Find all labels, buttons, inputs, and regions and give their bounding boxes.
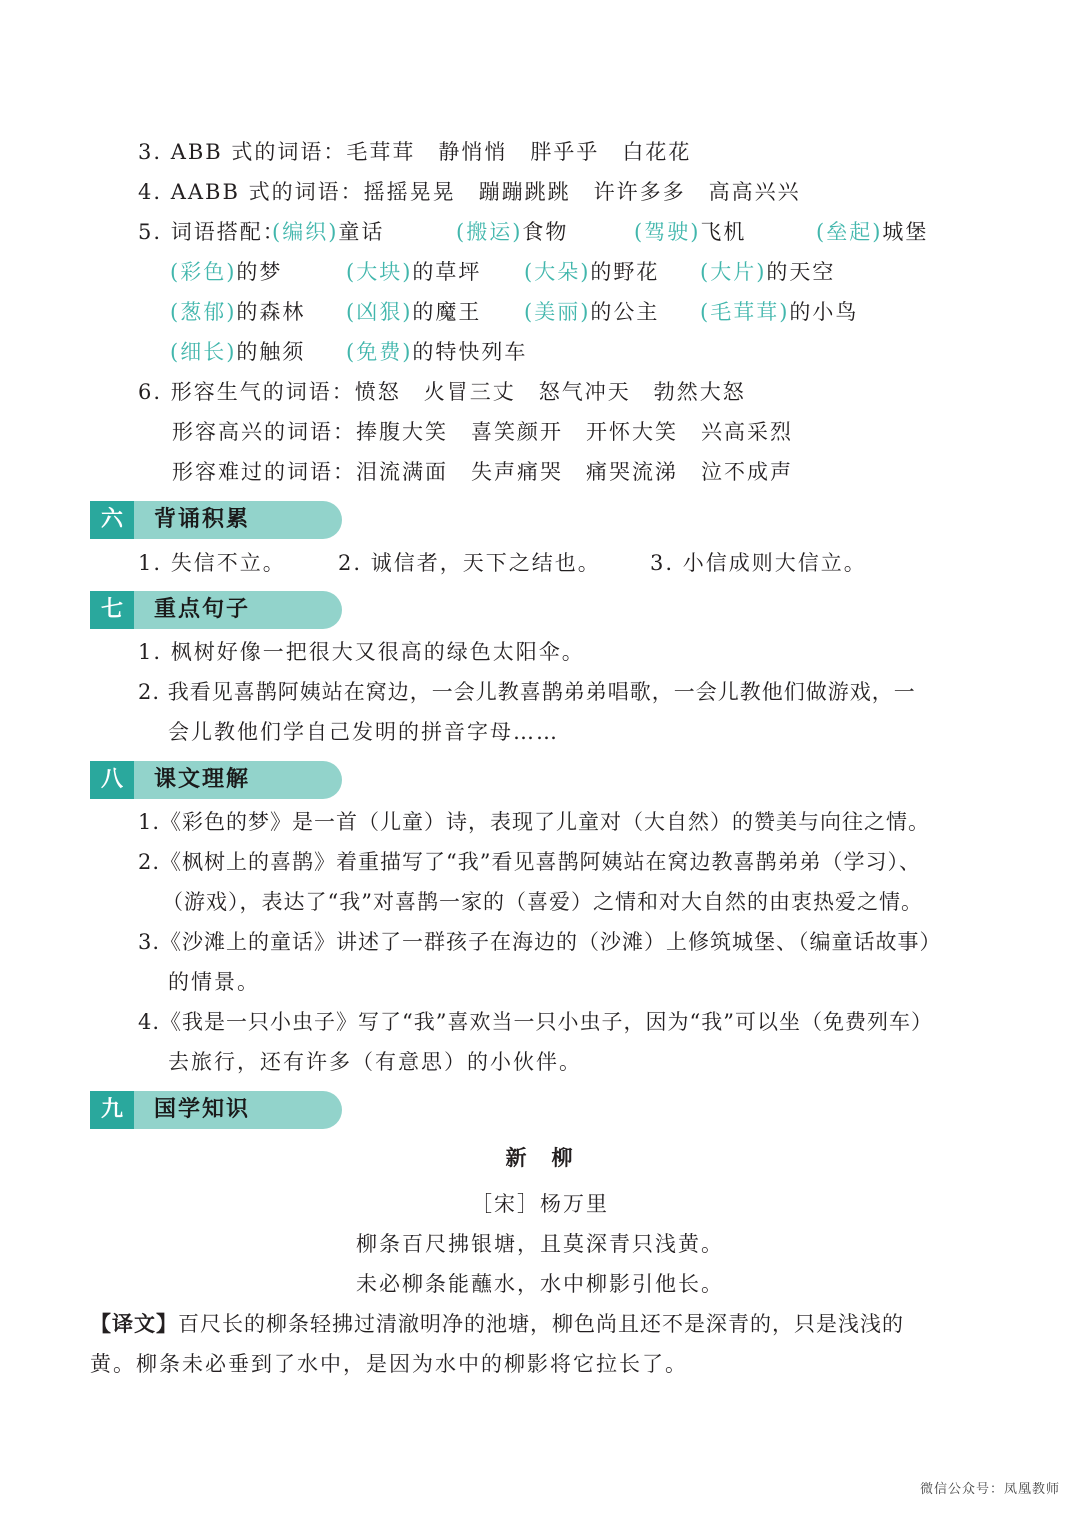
pairing-answer: (大块) — [346, 260, 413, 284]
pairing-answer: (大片) — [700, 260, 767, 284]
pairing-text: 的触须 — [236, 340, 306, 364]
pairing-answer: (大朵) — [524, 260, 591, 284]
word-item-4: 4. AABB 式的词语：摇摇晃晃 蹦蹦跳跳 许许多多 高高兴兴 — [138, 180, 801, 204]
pairing-7 — [524, 258, 659, 286]
comprehension-line-2: 2.《枫树上的喜鹊》着重描写了“我”看见喜鹊阿姨站在窝边教喜鹊弟弟（学习）、 — [138, 850, 922, 874]
pairing-answer: (编织) — [272, 220, 339, 244]
pairing-9 — [170, 298, 305, 326]
pairing-text: 的草坪 — [412, 260, 482, 284]
translation-tag: 【译文】 — [90, 1312, 178, 1336]
section-header-key-sentences — [90, 591, 342, 629]
comprehension-line-6: 4.《我是一只小虫子》写了“我”喜欢当一只小虫子，因为“我”可以坐（免费列车） — [138, 1010, 933, 1034]
pairing-12 — [700, 298, 858, 326]
section-header-recite — [90, 501, 342, 539]
pairing-text: 的特快列车 — [412, 340, 528, 364]
pairing-text: 的森林 — [236, 300, 306, 324]
pairing-3 — [634, 218, 746, 246]
pairing-13 — [170, 338, 305, 366]
pairing-answer: (美丽) — [524, 300, 591, 324]
pairing-text: 食物 — [522, 220, 569, 244]
section-title: 国学知识 — [154, 1097, 251, 1122]
pairing-text: 的公主 — [590, 300, 660, 324]
pairing-10 — [346, 298, 481, 326]
pairing-answer: (彩色) — [170, 260, 237, 284]
pairing-text: 的野花 — [590, 260, 660, 284]
comprehension-line-7: 去旅行，还有许多（有意思）的小伙伴。 — [168, 1050, 582, 1074]
pairing-11 — [524, 298, 659, 326]
pairing-answer: (细长) — [170, 340, 237, 364]
section-number: 八 — [90, 761, 134, 799]
translation-line-2: 黄。柳条未必垂到了水中，是因为水中的柳影将它拉长了。 — [90, 1352, 688, 1376]
pairing-8 — [700, 258, 835, 286]
word-item-6-line-1: 6. 形容生气的词语：愤怒 火冒三丈 怒气冲天 勃然大怒 — [138, 380, 746, 404]
section-title: 重点句子 — [154, 597, 251, 622]
pairing-text: 的梦 — [236, 260, 283, 284]
pairing-text: 的魔王 — [412, 300, 482, 324]
word-item-6-line-2: 形容高兴的词语：捧腹大笑 喜笑颜开 开怀大笑 兴高采烈 — [172, 420, 793, 444]
pairing-answer: (葱郁) — [170, 300, 237, 324]
word-item-6-line-3: 形容难过的词语：泪流满面 失声痛哭 痛哭流涕 泣不成声 — [172, 460, 793, 484]
pairing-answer: (凶狠) — [346, 300, 413, 324]
pairing-4 — [816, 218, 928, 246]
comprehension-line-4: 3.《沙滩上的童话》讲述了一群孩子在海边的（沙滩）上修筑城堡、（编童话故事） — [138, 930, 942, 954]
pairing-2 — [456, 218, 568, 246]
pairing-text: 城堡 — [882, 220, 929, 244]
pairing-1 — [272, 218, 384, 246]
poem-line-1: 柳条百尺拂银塘，且莫深青只浅黄。 — [356, 1232, 724, 1256]
comprehension-line-1: 1.《彩色的梦》是一首（儿童）诗，表现了儿童对（大自然）的赞美与向往之情。 — [138, 810, 931, 834]
section-title: 背诵积累 — [154, 507, 251, 532]
recite-item-2: 2. 诚信者，天下之结也。 — [338, 551, 601, 575]
section-number: 九 — [90, 1091, 134, 1129]
sentence-2-line-1: 2. 我看见喜鹊阿姨站在窝边，一会儿教喜鹊弟弟唱歌，一会儿教他们做游戏，一 — [138, 680, 916, 704]
section-number: 六 — [90, 501, 134, 539]
translation-line-1 — [90, 1310, 904, 1338]
word-item-5-label: 5. 词语搭配： — [138, 220, 286, 244]
section-header-comprehension — [90, 761, 342, 799]
poem-line-2: 未必柳条能蘸水，水中柳影引他长。 — [356, 1272, 724, 1296]
pairing-answer: (免费) — [346, 340, 413, 364]
pairing-14 — [346, 338, 527, 366]
poem-author: ［宋］杨万里 — [471, 1192, 609, 1216]
watermark: 微信公众号：凤凰教师 — [919, 1482, 1060, 1497]
pairing-text: 的天空 — [766, 260, 836, 284]
pairing-6 — [346, 258, 481, 286]
recite-item-3: 3. 小信成则大信立。 — [650, 551, 867, 575]
pairing-text: 童话 — [338, 220, 385, 244]
section-number: 七 — [90, 591, 134, 629]
sentence-2-line-2: 会儿教他们学自己发明的拼音字母…… — [168, 720, 559, 744]
section-header-classics — [90, 1091, 342, 1129]
translation-text: 百尺长的柳条轻拂过清澈明净的池塘，柳色尚且还不是深青的，只是浅浅的 — [178, 1312, 904, 1336]
pairing-text: 的小鸟 — [789, 300, 859, 324]
poem-title: 新 柳 — [505, 1145, 575, 1170]
section-title: 课文理解 — [154, 767, 251, 792]
sentence-1: 1. 枫树好像一把很大又很高的绿色太阳伞。 — [138, 640, 585, 664]
pairing-answer: (搬运) — [456, 220, 523, 244]
pairing-5 — [170, 258, 282, 286]
pairing-answer: (毛茸茸) — [700, 300, 790, 324]
pairing-answer: (驾驶) — [634, 220, 701, 244]
pairing-answer: (垒起) — [816, 220, 883, 244]
word-item-3: 3. ABB 式的词语：毛茸茸 静悄悄 胖乎乎 白花花 — [138, 140, 692, 164]
comprehension-line-5: 的情景。 — [168, 970, 260, 994]
recite-item-1: 1. 失信不立。 — [138, 551, 286, 575]
pairing-text: 飞机 — [700, 220, 747, 244]
comprehension-line-3: （游戏），表达了“我”对喜鹊一家的（喜爱）之情和对大自然的由衷热爱之情。 — [162, 890, 923, 914]
